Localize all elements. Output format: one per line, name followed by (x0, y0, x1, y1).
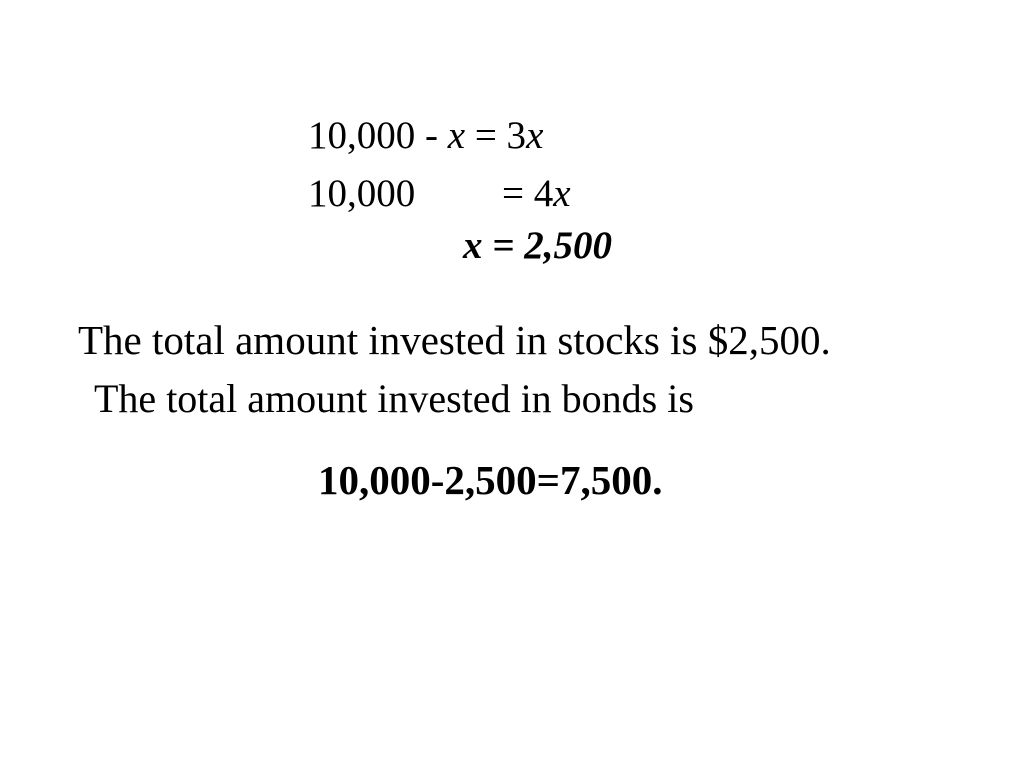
bonds-calculation: 10,000-2,500=7,500. (318, 457, 663, 503)
equation-line-2-left (308, 174, 415, 213)
equation-solution: x = 2,500 (463, 224, 612, 267)
equation-line-1 (308, 116, 543, 155)
equation-2-variable: x (553, 172, 571, 215)
equation-1-variable: x (447, 114, 466, 157)
equation-1-variable-2: x (526, 114, 544, 157)
equation-1-mid: = 3 (465, 114, 527, 157)
equation-1-left: 10,000 - (308, 114, 448, 157)
bonds-statement: The total amount invested in bonds is (94, 376, 694, 421)
equation-line-2-right (502, 174, 571, 213)
stocks-statement: The total amount invested in stocks is $2,500. (78, 317, 831, 363)
equation-2-left: 10,000 (308, 172, 416, 215)
equation-2-mid: = 4 (502, 172, 554, 215)
